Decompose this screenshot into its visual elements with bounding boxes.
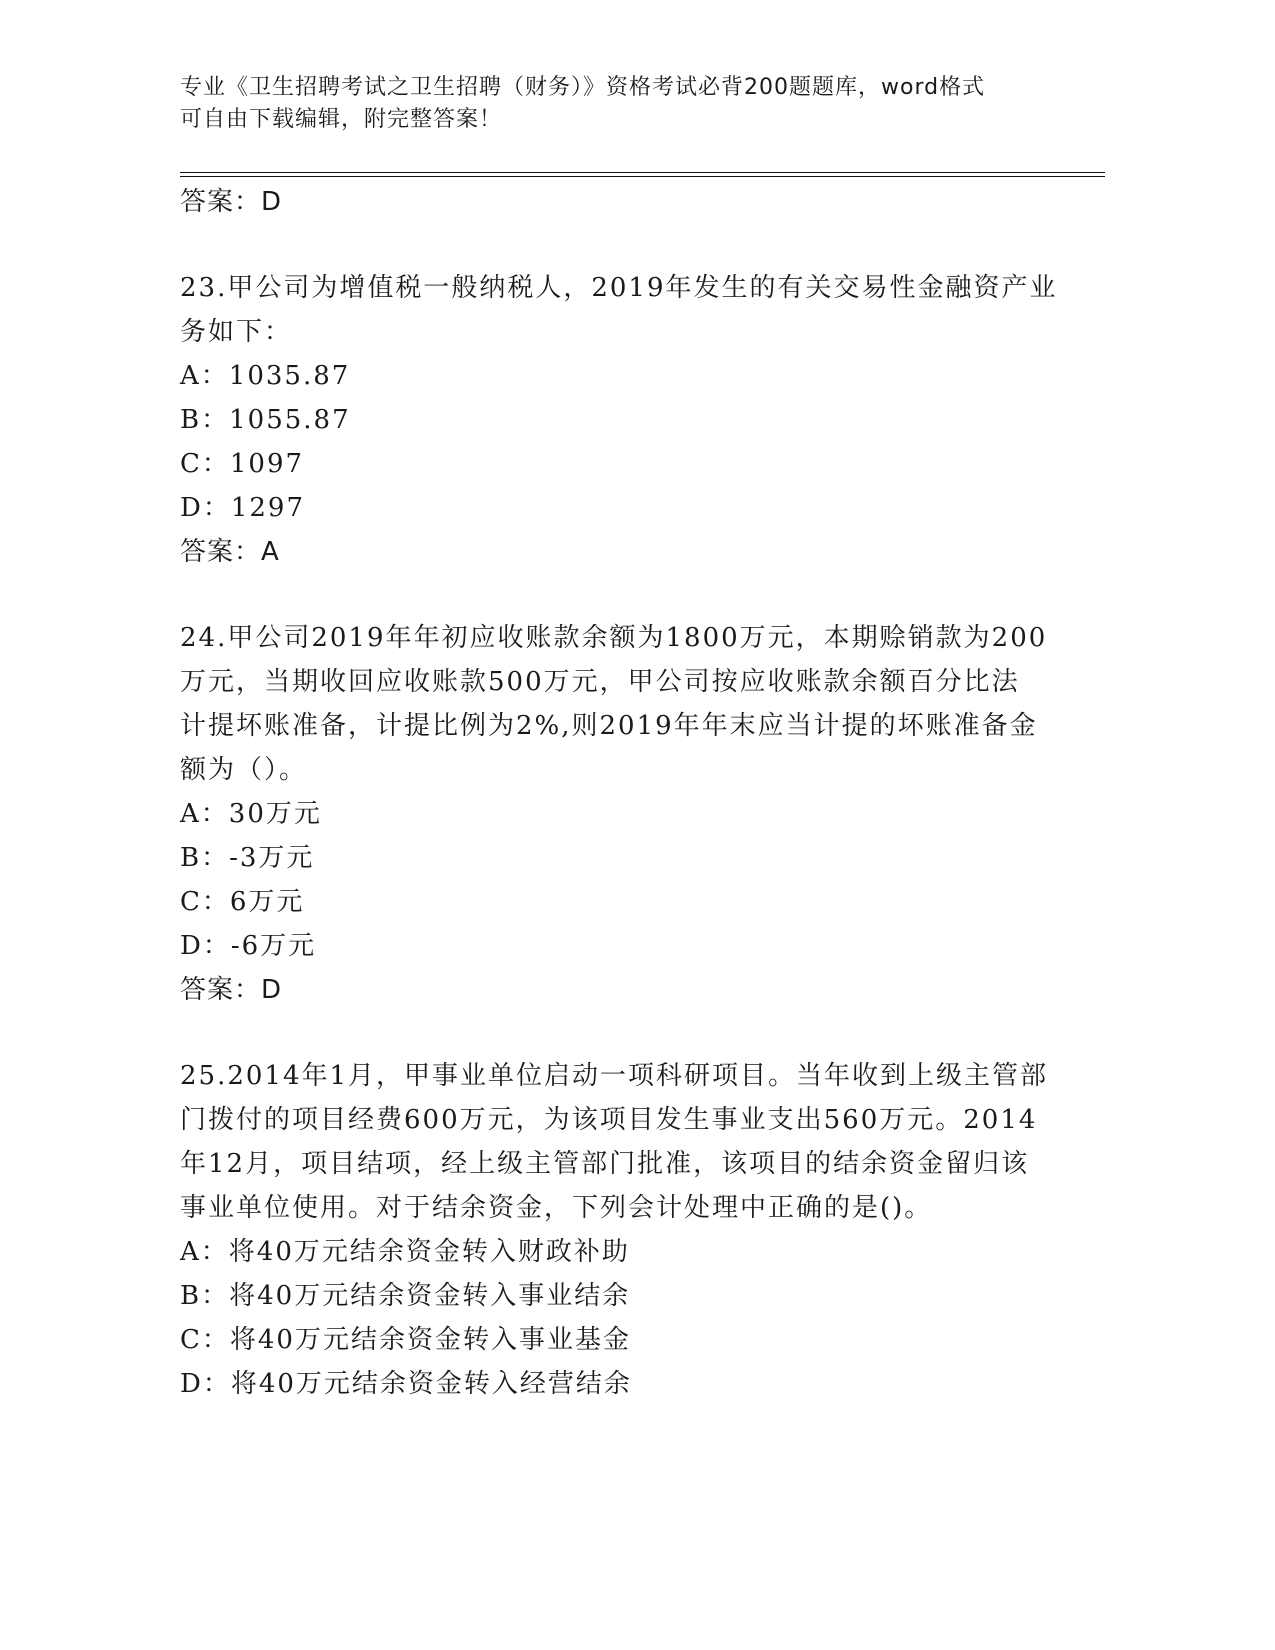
option-c: C：1097 — [180, 449, 305, 479]
stem-line: 额为（）。 — [180, 755, 308, 785]
answer-line: 答案：D — [180, 187, 283, 217]
stem-line: 24.甲公司2019年年初应收账款余额为1800万元，本期赊销款为200 — [180, 623, 1048, 653]
document-header — [180, 72, 1060, 136]
question-list — [180, 180, 1060, 1406]
option-a: A：将40万元结余资金转入财政补助 — [180, 1237, 630, 1267]
stem-line: 年12月，项目结项，经上级主管部门批准，该项目的结余资金留归该 — [180, 1149, 1030, 1179]
question-25 — [180, 1054, 1060, 1406]
answer-line: 答案：A — [180, 537, 280, 567]
question-stem — [180, 266, 1060, 354]
question-stem — [180, 616, 1060, 792]
stem-line: 25.2014年1月，甲事业单位启动一项科研项目。当年收到上级主管部 — [180, 1061, 1049, 1091]
stem-line: 23.甲公司为增值税一般纳税人，2019年发生的有关交易性金融资产业 — [180, 273, 1058, 303]
stem-line: 计提坏账准备，计提比例为2%,则2019年年末应当计提的坏账准备金 — [180, 711, 1038, 741]
question-24 — [180, 616, 1060, 1012]
question-23 — [180, 266, 1060, 574]
option-b: B：1055.87 — [180, 405, 351, 435]
option-c: C：将40万元结余资金转入事业基金 — [180, 1325, 631, 1355]
stem-line: 万元，当期收回应收账款500万元，甲公司按应收账款余额百分比法 — [180, 667, 1020, 697]
header-line-1: 专业《卫生招聘考试之卫生招聘（财务）》资格考试必背200题题库，word格式 — [180, 75, 986, 100]
answer-line: 答案：D — [180, 975, 283, 1005]
option-d: D：将40万元结余资金转入经营结余 — [180, 1369, 632, 1399]
stem-line: 务如下： — [180, 317, 293, 347]
header-divider — [180, 172, 1105, 177]
stem-line: 门拨付的项目经费600万元，为该项目发生事业支出560万元。2014 — [180, 1105, 1038, 1135]
header-line-2: 可自由下载编辑，附完整答案！ — [180, 107, 503, 132]
question-stem — [180, 1054, 1060, 1230]
option-d: D：1297 — [180, 493, 306, 523]
option-b: B：-3万元 — [180, 843, 315, 873]
option-a: A：30万元 — [180, 799, 322, 829]
option-d: D：-6万元 — [180, 931, 317, 961]
option-c: C：6万元 — [180, 887, 305, 917]
option-a: A：1035.87 — [180, 361, 351, 391]
stem-line: 事业单位使用。对于结余资金，下列会计处理中正确的是()。 — [180, 1193, 933, 1223]
option-b: B：将40万元结余资金转入事业结余 — [180, 1281, 631, 1311]
